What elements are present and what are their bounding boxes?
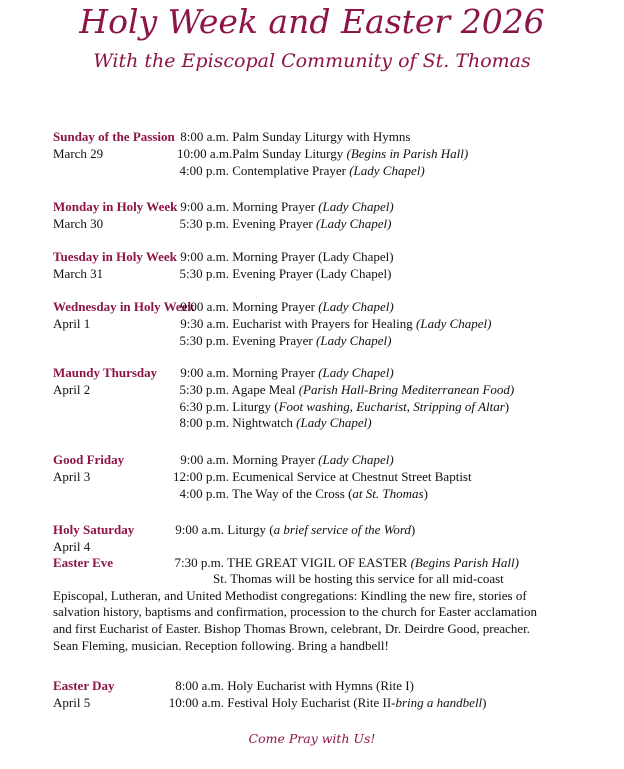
event-note-close: )	[504, 398, 510, 414]
event-title: Morning Prayer	[232, 365, 315, 380]
event-title: THE GREAT VIGIL OF EASTER	[227, 555, 408, 570]
event-note: (Lady Chapel)	[296, 415, 372, 431]
event-time: 5:30 p.m.	[179, 215, 229, 231]
day-name: Tuesday in Holy Week	[53, 249, 177, 264]
event-title: Eucharist with Prayers for Healing	[232, 315, 413, 331]
event-title: Palm Sunday Liturgy with Hymns	[232, 129, 411, 144]
event-row	[177, 162, 425, 179]
event-title: Palm Sunday Liturgy	[232, 145, 344, 161]
event-title: Morning Prayer	[232, 199, 315, 214]
event-time: 12:00 p.m.	[173, 468, 229, 484]
event-row	[177, 315, 491, 332]
event-description-text: St. Thomas will be hosting this service for all mid-coast Episcopal, Lutheran, and United Methodist congregations: Kindling the new fire, stories of salvation history, baptisms and confirmation, procession to the church for Easter acclamation and first Eucharist of Easter. Bishop Thomas Brown, celebrant, Dr. Deirdre Good, preacher. Sean Fleming, musician. Reception following. Bring a handbell!	[53, 570, 537, 653]
event-row	[177, 128, 410, 145]
event-row	[177, 145, 468, 162]
event-time: 8:00 p.m.	[179, 415, 229, 431]
event-row	[177, 198, 394, 215]
event-row	[177, 215, 391, 232]
event-note: Foot washing, Eucharist, Stripping of Altar	[278, 398, 505, 414]
day-name: Monday in Holy Week	[53, 199, 178, 214]
event-title: Festival Holy Eucharist (Rite II-	[227, 694, 396, 710]
event-time: 9:00 a.m.	[175, 522, 224, 537]
event-note: (Lady Chapel)	[349, 162, 425, 178]
event-note-close: )	[423, 485, 428, 501]
day-name: Good Friday	[53, 452, 125, 467]
event-row	[171, 451, 394, 468]
event-time: 7:30 p.m.	[174, 555, 224, 570]
event-note: bring a handbell	[395, 694, 483, 710]
event-title: The Way of the Cross (	[232, 485, 353, 501]
event-row	[177, 248, 394, 265]
event-note: (Lady Chapel)	[318, 452, 394, 467]
event-time: 9:00 a.m.	[180, 365, 229, 380]
day-date: March 31	[53, 265, 104, 281]
event-row	[171, 485, 428, 502]
event-time: 4:00 p.m.	[179, 162, 229, 178]
page-subtitle: With the Episcopal Community of St. Thomas	[93, 50, 531, 72]
event-time: 9:00 a.m.	[180, 199, 229, 214]
event-row	[177, 298, 394, 315]
event-time: 10:00 a.m.	[168, 694, 224, 710]
event-time: 6:30 p.m.	[179, 398, 229, 414]
event-note: (Lady Chapel)	[316, 215, 392, 231]
day-date: April 2	[53, 381, 91, 397]
event-note: a brief service of the Word	[273, 522, 411, 537]
event-time: 9:00 a.m.	[180, 452, 229, 467]
day-name: Wednesday in Holy Week	[53, 299, 195, 314]
event-time: 8:00 a.m.	[180, 129, 229, 144]
event-title: Liturgy (	[232, 398, 279, 414]
event-row	[177, 414, 372, 431]
event-time: 4:00 p.m.	[179, 485, 229, 501]
event-title: Evening Prayer (Lady Chapel)	[232, 265, 392, 281]
day-name: Easter Day	[53, 678, 115, 693]
event-time: 9:00 a.m.	[180, 249, 229, 264]
day-name: Sunday of the Passion	[53, 129, 175, 144]
event-row	[166, 521, 415, 538]
event-note-close: )	[482, 694, 487, 710]
day-date: March 30	[53, 215, 104, 231]
event-note: (Parish Hall-Bring Mediterranean Food)	[298, 381, 515, 397]
footer-text: Come Pray with Us!	[248, 731, 376, 746]
event-note: at St. Thomas	[352, 485, 424, 501]
event-note-close: )	[410, 522, 416, 537]
event-note: (Lady Chapel)	[316, 332, 392, 348]
event-row	[177, 398, 509, 415]
day-date: April 1	[53, 315, 91, 331]
event-time: 9:00 a.m.	[180, 299, 229, 314]
day-name: Maundy Thursday	[53, 365, 158, 380]
day-date: April 3	[53, 468, 91, 484]
event-title: Evening Prayer	[232, 332, 313, 348]
event-title: Evening Prayer	[232, 215, 313, 231]
event-title: Holy Eucharist with Hymns (Rite I)	[227, 678, 414, 693]
event-time: 8:00 a.m.	[175, 678, 224, 693]
event-time: 10:00 a.m.	[177, 145, 233, 161]
event-note: (Begins Parish Hall)	[410, 555, 519, 570]
event-title: Morning Prayer	[232, 299, 315, 314]
event-title: Contemplative Prayer	[232, 162, 346, 178]
event-note: (Lady Chapel)	[318, 365, 394, 380]
page-title: Holy Week and Easter 2026	[79, 2, 545, 41]
event-note: (Lady Chapel)	[416, 315, 492, 331]
event-title: Liturgy (	[227, 522, 274, 537]
event-time: 5:30 p.m.	[179, 381, 229, 397]
event-row	[171, 468, 472, 485]
event-time: 9:30 a.m.	[180, 315, 229, 331]
event-row	[160, 677, 414, 694]
event-time: 5:30 p.m.	[179, 265, 229, 281]
event-title: Morning Prayer (Lady Chapel)	[232, 249, 394, 264]
day-date: April 4	[53, 538, 91, 554]
day-date: April 5	[53, 694, 91, 710]
day-name: Holy Saturday	[53, 522, 135, 537]
event-title: Agape Meal	[231, 381, 296, 397]
event-note: (Lady Chapel)	[318, 299, 394, 314]
event-time: 5:30 p.m.	[179, 332, 229, 348]
event-title: Nightwatch	[232, 415, 293, 431]
event-row	[166, 554, 519, 571]
day-date: March 29	[53, 145, 104, 161]
event-title: Ecumenical Service at Chestnut Street Baptist	[232, 468, 472, 484]
event-note: (Begins in Parish Hall)	[346, 145, 469, 161]
event-row	[177, 332, 391, 349]
event-row	[160, 694, 487, 711]
event-row	[177, 265, 391, 282]
event-row	[177, 381, 514, 398]
event-note: (Lady Chapel)	[318, 199, 394, 214]
event-row	[177, 364, 394, 381]
event-description	[53, 571, 553, 655]
event-title: Morning Prayer	[232, 452, 315, 467]
day-name: Easter Eve	[53, 555, 114, 570]
